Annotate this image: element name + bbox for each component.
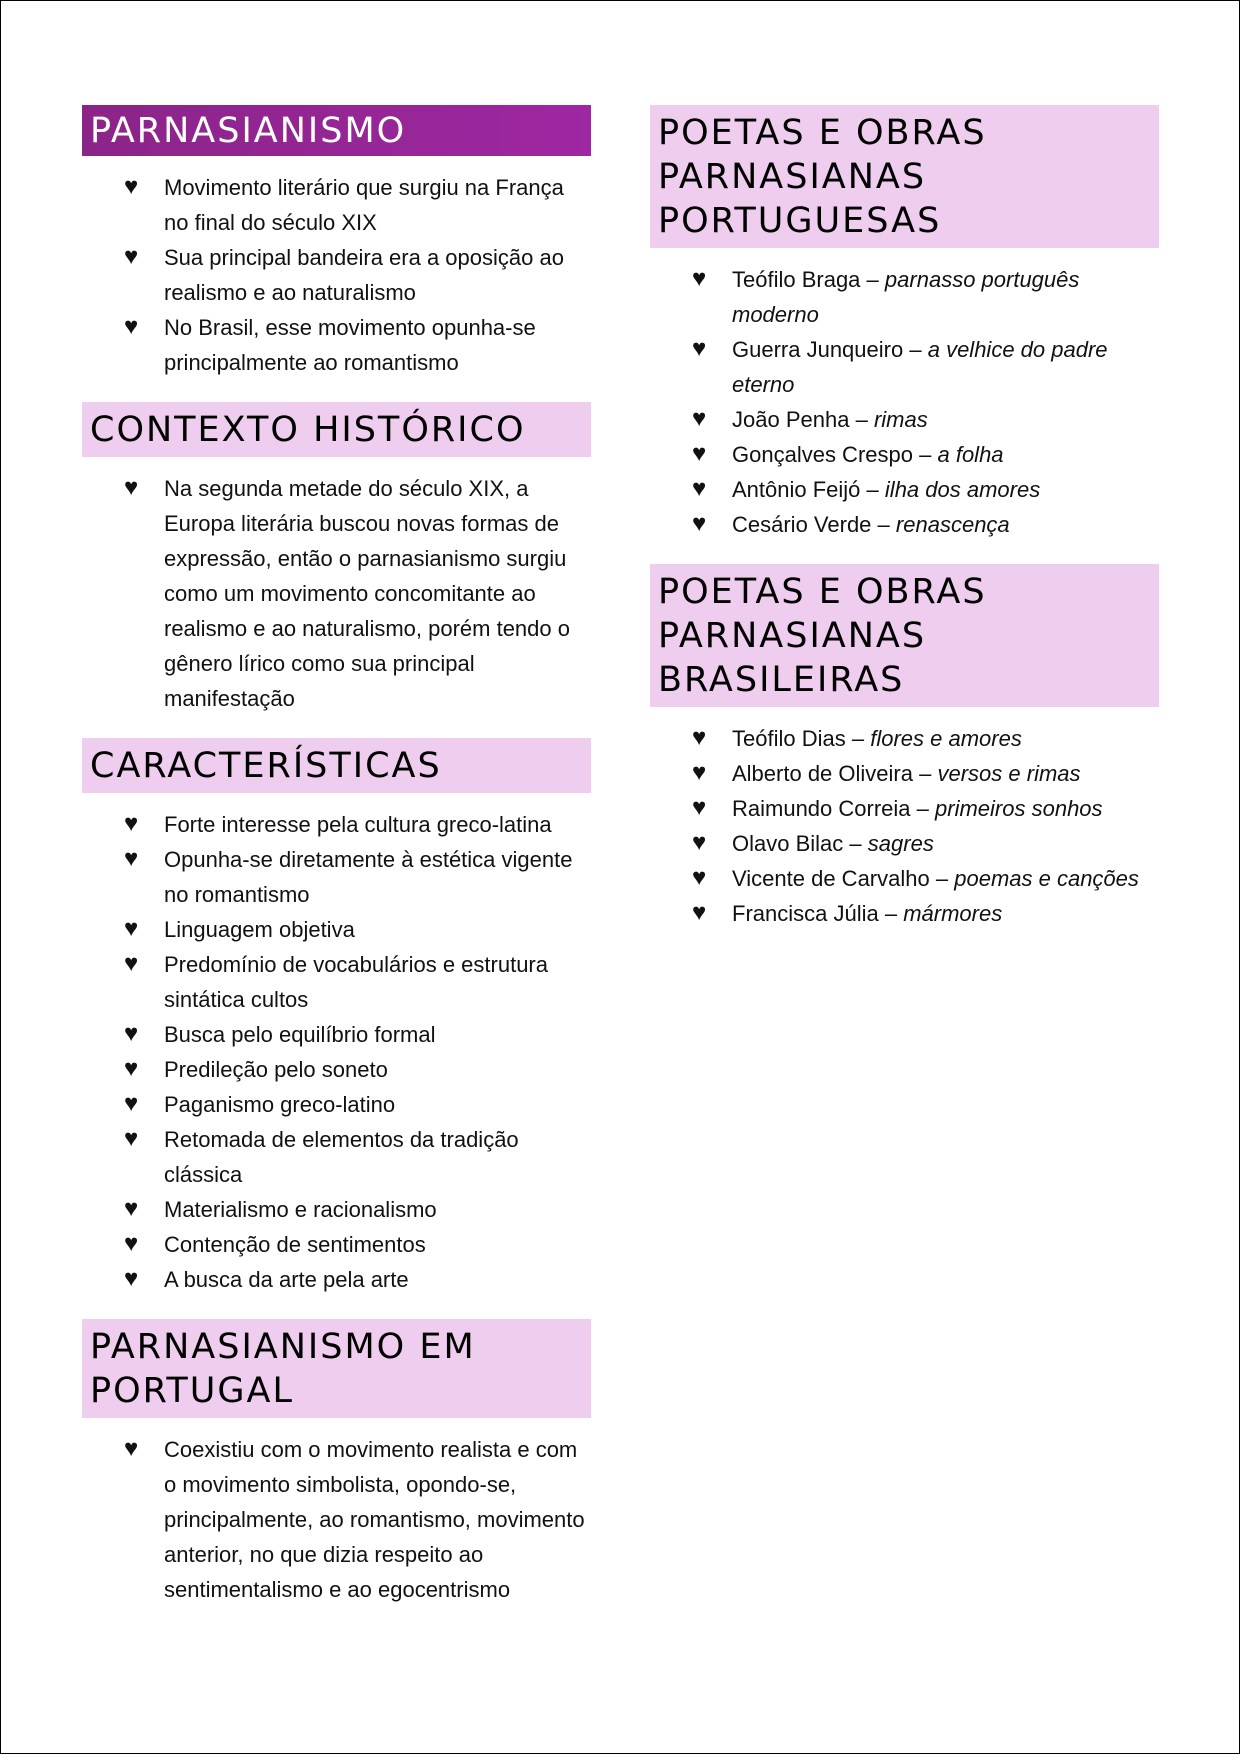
bullet-list bbox=[82, 471, 591, 716]
list-item bbox=[124, 1262, 591, 1297]
heart-bullet-icon: ♥ bbox=[124, 1230, 139, 1257]
poet-work-item bbox=[692, 332, 1159, 402]
section-heading: POETAS E OBRAS PARNASIANAS PORTUGUESAS bbox=[650, 105, 1159, 248]
poet-work-item bbox=[692, 756, 1159, 791]
heart-bullet-icon: ♥ bbox=[124, 1055, 139, 1082]
list-item-text: Linguagem objetiva bbox=[164, 917, 355, 942]
list-item-text: No Brasil, esse movimento opunha-se principalmente ao romantismo bbox=[164, 315, 536, 375]
dash-separator: – bbox=[849, 831, 862, 856]
heart-bullet-icon: ♥ bbox=[124, 810, 139, 837]
list-item bbox=[124, 1432, 591, 1607]
dash-separator: – bbox=[935, 866, 949, 891]
poet-name: Raimundo Correia bbox=[732, 796, 911, 821]
list-item bbox=[124, 1087, 591, 1122]
poet-name: Guerra Junqueiro bbox=[732, 337, 904, 362]
heart-bullet-icon: ♥ bbox=[692, 335, 707, 362]
work-title: sagres bbox=[867, 831, 934, 856]
heart-bullet-icon: ♥ bbox=[692, 759, 707, 786]
work-title: parnasso português moderno bbox=[732, 267, 1080, 327]
list-item-text: Materialismo e racionalismo bbox=[164, 1197, 437, 1222]
list-item-text: Forte interesse pela cultura greco-latina bbox=[164, 812, 552, 837]
bullet-list bbox=[82, 1432, 591, 1607]
heart-bullet-icon: ♥ bbox=[692, 405, 707, 432]
heart-bullet-icon: ♥ bbox=[124, 845, 139, 872]
list-item bbox=[124, 471, 591, 716]
list-item bbox=[124, 947, 591, 1017]
heart-bullet-icon: ♥ bbox=[692, 440, 707, 467]
poet-name: Teófilo Dias bbox=[732, 726, 846, 751]
heart-bullet-icon: ♥ bbox=[692, 899, 707, 926]
section-contexto-historico bbox=[82, 402, 591, 716]
list-item-text: Sua principal bandeira era a oposição ao realismo e ao naturalismo bbox=[164, 245, 564, 305]
heart-bullet-icon: ♥ bbox=[124, 1435, 139, 1462]
bullet-list bbox=[650, 721, 1159, 931]
poet-name: Cesário Verde bbox=[732, 512, 872, 537]
poet-work-item bbox=[692, 262, 1159, 332]
poet-name: Olavo Bilac bbox=[732, 831, 844, 856]
heart-bullet-icon: ♥ bbox=[692, 794, 707, 821]
section-caracteristicas bbox=[82, 738, 591, 1297]
dash-separator: – bbox=[866, 267, 879, 292]
work-title: poemas e canções bbox=[954, 866, 1139, 891]
heart-bullet-icon: ♥ bbox=[124, 1090, 139, 1117]
list-item-text: Opunha-se diretamente à estética vigente no romantismo bbox=[164, 847, 573, 907]
list-item bbox=[124, 1227, 591, 1262]
list-item bbox=[124, 912, 591, 947]
work-title: primeiros sonhos bbox=[935, 796, 1103, 821]
poet-work-item bbox=[692, 896, 1159, 931]
poet-name: Alberto de Oliveira bbox=[732, 761, 913, 786]
heart-bullet-icon: ♥ bbox=[124, 1195, 139, 1222]
list-item-text: Retomada de elementos da tradição clássica bbox=[164, 1127, 519, 1187]
heart-bullet-icon: ♥ bbox=[124, 1125, 139, 1152]
heart-bullet-icon: ♥ bbox=[692, 829, 707, 856]
list-item bbox=[124, 170, 591, 240]
poet-work-item bbox=[692, 791, 1159, 826]
poet-work-item bbox=[692, 507, 1159, 542]
work-title: a folha bbox=[937, 442, 1004, 467]
list-item bbox=[124, 807, 591, 842]
list-item-text: A busca da arte pela arte bbox=[164, 1267, 409, 1292]
dash-separator: – bbox=[866, 477, 879, 502]
section-parnasianismo-em-portugal bbox=[82, 1319, 591, 1607]
heart-bullet-icon: ♥ bbox=[124, 1265, 139, 1292]
poet-work-item bbox=[692, 437, 1159, 472]
section-heading: POETAS E OBRAS PARNASIANAS BRASILEIRAS bbox=[650, 564, 1159, 707]
heart-bullet-icon: ♥ bbox=[124, 173, 139, 200]
heart-bullet-icon: ♥ bbox=[124, 915, 139, 942]
dash-separator: – bbox=[855, 407, 868, 432]
section-heading: PARNASIANISMO bbox=[82, 105, 591, 156]
poet-name: Francisca Júlia bbox=[732, 901, 879, 926]
list-item bbox=[124, 310, 591, 380]
list-item bbox=[124, 1192, 591, 1227]
list-item-text: Coexistiu com o movimento realista e com o movimento simbolista, opondo-se, principalmente, ao romantismo, movimento anterior, no que dizia respeito ao sentimentalismo e ao egocentrismo bbox=[164, 1437, 585, 1602]
dash-separator: – bbox=[884, 901, 898, 926]
work-title: versos e rimas bbox=[937, 761, 1081, 786]
poet-name: Gonçalves Crespo bbox=[732, 442, 913, 467]
dash-separator: – bbox=[916, 796, 929, 821]
poet-work-item bbox=[692, 721, 1159, 756]
heart-bullet-icon: ♥ bbox=[692, 510, 707, 537]
work-title: renascença bbox=[895, 512, 1010, 537]
work-title: a velhice do padre eterno bbox=[732, 337, 1108, 397]
list-item bbox=[124, 240, 591, 310]
list-item-text: Busca pelo equilíbrio formal bbox=[164, 1022, 436, 1047]
work-title: flores e amores bbox=[870, 726, 1022, 751]
list-item-text: Contenção de sentimentos bbox=[164, 1232, 426, 1257]
work-title: ilha dos amores bbox=[884, 477, 1041, 502]
poet-name: Vicente de Carvalho bbox=[732, 866, 930, 891]
bullet-list bbox=[82, 807, 591, 1297]
poet-work-item bbox=[692, 402, 1159, 437]
poet-work-item bbox=[692, 472, 1159, 507]
section-parnasianismo bbox=[82, 105, 591, 380]
left-column bbox=[82, 105, 591, 1629]
section-poetas-e-obras-parnasianas-brasileiras bbox=[650, 564, 1159, 931]
heart-bullet-icon: ♥ bbox=[692, 864, 707, 891]
list-item-text: Na segunda metade do século XIX, a Europa literária buscou novas formas de expressão, então o parnasianismo surgiu como um movimento concomitante ao realismo e ao naturalismo, porém tendo o gênero lírico como sua principal manifestação bbox=[164, 476, 570, 711]
section-heading: CARACTERÍSTICAS bbox=[82, 738, 591, 793]
heart-bullet-icon: ♥ bbox=[692, 265, 707, 292]
list-item bbox=[124, 1122, 591, 1192]
work-title: mármores bbox=[903, 901, 1003, 926]
poet-name: João Penha bbox=[732, 407, 850, 432]
dash-separator: – bbox=[909, 337, 922, 362]
heart-bullet-icon: ♥ bbox=[124, 313, 139, 340]
work-title: rimas bbox=[873, 407, 928, 432]
heart-bullet-icon: ♥ bbox=[692, 724, 707, 751]
section-heading: PARNASIANISMO EM PORTUGAL bbox=[82, 1319, 591, 1418]
bullet-list bbox=[82, 170, 591, 380]
dash-separator: – bbox=[919, 761, 932, 786]
section-heading: CONTEXTO HISTÓRICO bbox=[82, 402, 591, 457]
dash-separator: – bbox=[919, 442, 932, 467]
poet-work-item bbox=[692, 826, 1159, 861]
list-item-text: Paganismo greco-latino bbox=[164, 1092, 396, 1117]
list-item-text: Movimento literário que surgiu na França no final do século XIX bbox=[164, 175, 564, 235]
section-poetas-e-obras-parnasianas-portuguesas bbox=[650, 105, 1159, 542]
list-item bbox=[124, 1017, 591, 1052]
list-item bbox=[124, 842, 591, 912]
heart-bullet-icon: ♥ bbox=[124, 474, 139, 501]
list-item bbox=[124, 1052, 591, 1087]
dash-separator: – bbox=[851, 726, 865, 751]
list-item-text: Predomínio de vocabulários e estrutura sintática cultos bbox=[164, 952, 548, 1012]
heart-bullet-icon: ♥ bbox=[124, 1020, 139, 1047]
poet-work-item bbox=[692, 861, 1159, 896]
poet-name: Teófilo Braga bbox=[732, 267, 861, 292]
dash-separator: – bbox=[877, 512, 890, 537]
poet-name: Antônio Feijó bbox=[732, 477, 861, 502]
heart-bullet-icon: ♥ bbox=[692, 475, 707, 502]
heart-bullet-icon: ♥ bbox=[124, 950, 139, 977]
list-item-text: Predileção pelo soneto bbox=[164, 1057, 388, 1082]
right-column bbox=[650, 105, 1159, 953]
heart-bullet-icon: ♥ bbox=[124, 243, 139, 270]
bullet-list bbox=[650, 262, 1159, 542]
